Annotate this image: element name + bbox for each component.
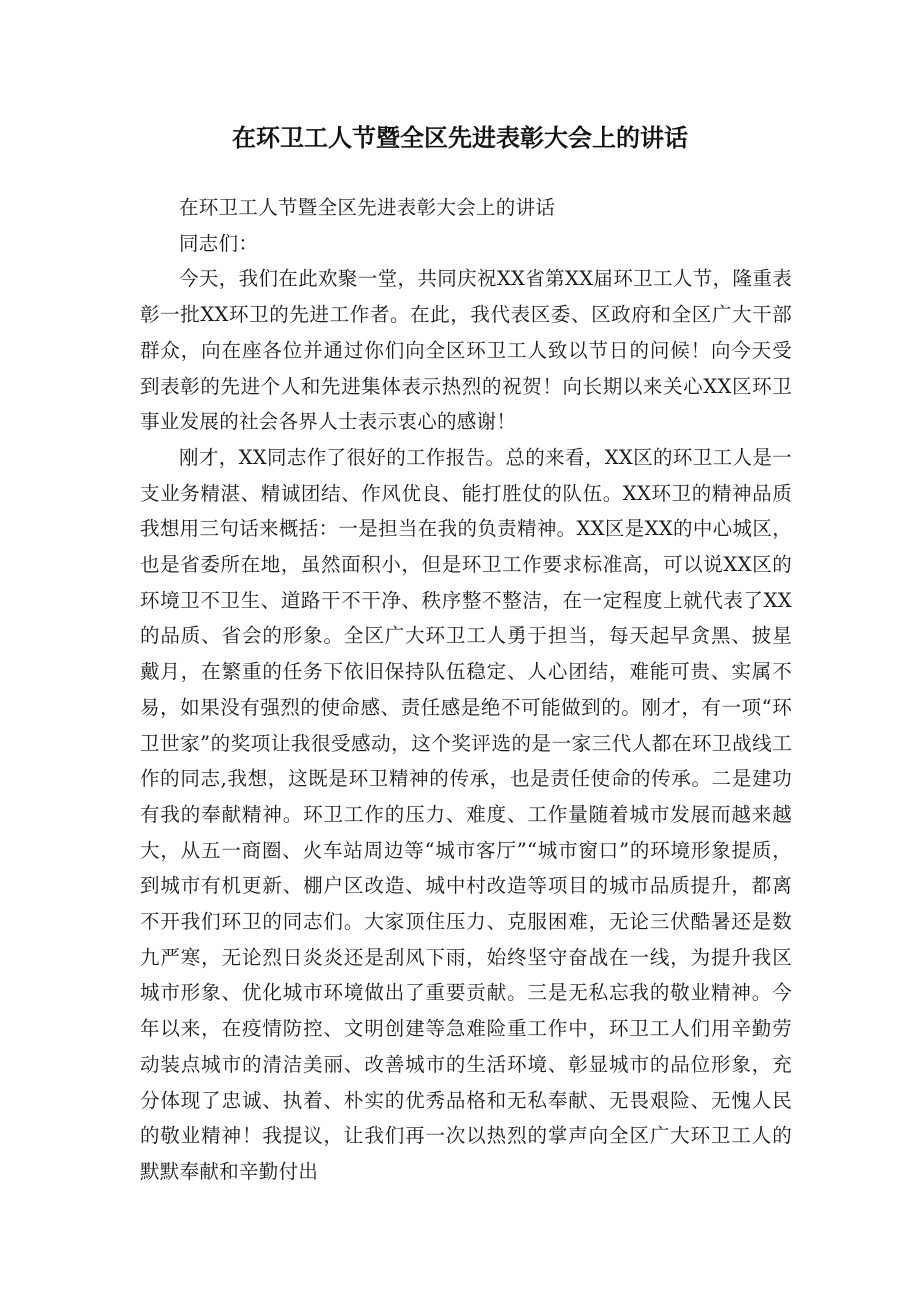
document-title: 在环卫工人节暨全区先进表彰大会上的讲话 [232,124,688,152]
body-paragraph: 刚才，XX同志作了很好的工作报告。总的来看，XX区的环卫工人是一支业务精湛、精诚团结、作风优良、能打胜仗的队伍。XX环卫的精神品质我想用三句话来概括：一是担当在我的负责精神。XX区是XX的中心城区，也是省委所在地，虽然面积小，但是环卫工作要求标准高，可以说XX区的环境卫不卫生、道路干不干净、秩序整不整洁，在一定程度上就代表了XX的品质、省会的形象。全区广大环卫工人勇于担当，每天起早贪黑、披星戴月，在繁重的任务下依旧保持队伍稳定、人心团结，难能可贵、实属不易，如果没有强烈的使命感、责任感是绝不可能做到的。刚才，有一项“环卫世家”的奖项让我很受感动，这个奖评选的是一家三代人都在环卫战线工作的同志,我想，这既是环卫精神的传承，也是责任使命的传承。二是建功有我的奉献精神。环卫工作的压力、难度、工作量随着城市发展而越来越大，从五一商圈、火车站周边等“城市客厅”“城市窗口”的环境形象提质，到城市有机更新、棚户区改造、城中村改造等项目的城市品质提升，都离不开我们环卫的同志们。大家顶住压力、克服困难，无论三伏酷暑还是数九严寒，无论烈日炎炎还是刮风下雨，始终坚守奋战在一线，为提升我区城市形象、优化城市环境做出了重要贡献。三是无私忘我的敬业精神。今年以来，在疫情防控、文明创建等急难险重工作中，环卫工人们用辛勤劳动装点城市的清洁美丽、改善城市的生活环境、彰显城市的品位形象，充分体现了忠诚、执着、朴实的优秀品格和无私奉献、无畏艰险、无愧人民的敬业精神！我提议，让我们再一次以热烈的掌声向全区广大环卫工人的默默奉献和辛勤付出 [140,445,792,1183]
subtitle-paragraph: 在环卫工人节暨全区先进表彰大会上的讲话 [179,196,556,219]
document-body [140,190,792,1190]
body-paragraph: 今天，我们在此欢聚一堂，共同庆祝XX省第XX届环卫工人节，隆重表彰一批XX环卫的先进工作者。在此，我代表区委、区政府和全区广大干部群众，向在座各位并通过你们向全区环卫工人致以节日的问候！向今天受到表彰的先进个人和先进集体表示热烈的祝贺！向长期以来关心XX区环卫事业发展的社会各界人士表示衷心的感谢！ [140,267,792,434]
salutation-paragraph: 同志们： [179,231,259,255]
